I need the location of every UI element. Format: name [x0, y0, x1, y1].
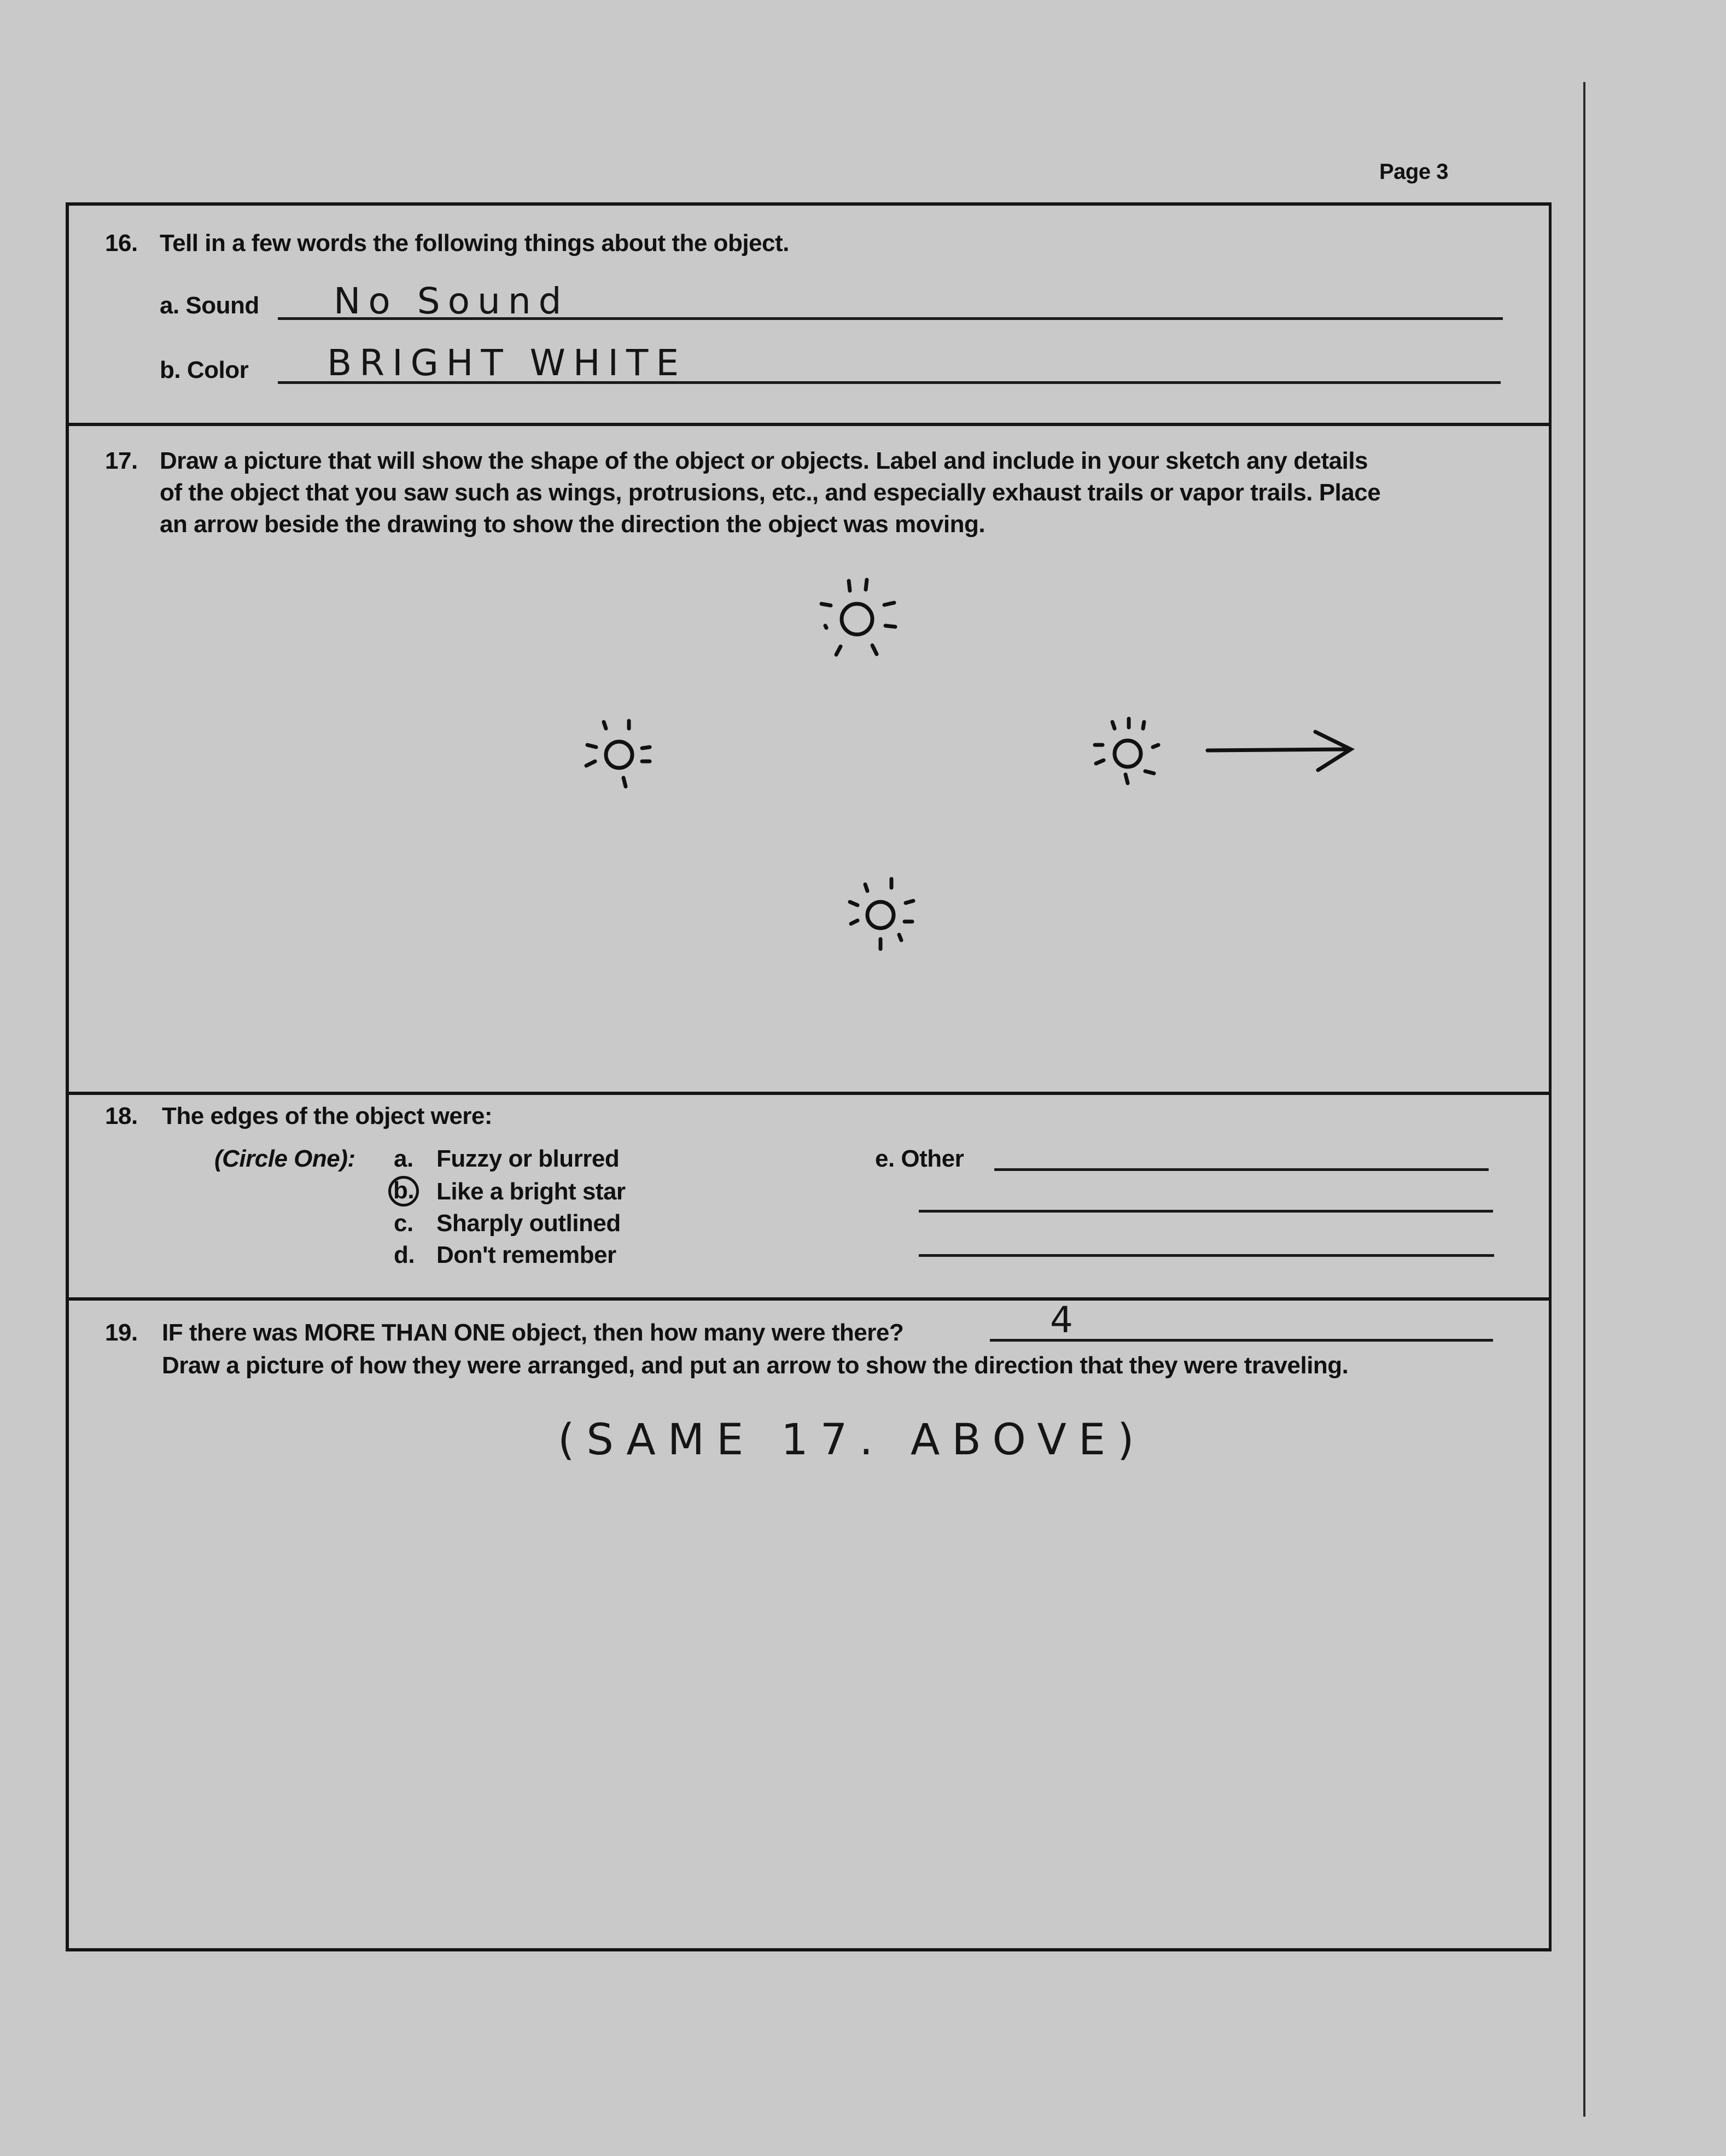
color-field[interactable]: BRIGHT WHITE	[327, 342, 687, 384]
q19-number: 19.	[105, 1319, 138, 1346]
sound-field[interactable]: No Sound	[334, 280, 569, 322]
count-field[interactable]: 4	[1050, 1299, 1081, 1341]
divider-16-17	[66, 423, 1549, 426]
other-line-1	[994, 1168, 1489, 1171]
q17-prompt-line-1: Draw a picture that will show the shape of the object or objects. Label and include in your sketch any details	[160, 447, 1368, 474]
q18-prompt: The edges of the object were:	[162, 1103, 493, 1129]
divider-18-19	[66, 1297, 1551, 1301]
option-a-letter[interactable]: a.	[394, 1145, 413, 1172]
direction-arrow-icon	[1203, 722, 1362, 777]
option-d-label[interactable]: Don't remember	[436, 1242, 616, 1268]
page-number: Page 3	[1379, 160, 1448, 184]
selected-circle: b.	[388, 1176, 419, 1207]
q17-prompt-line-3: an arrow beside the drawing to show the direction the object was moving.	[160, 511, 986, 538]
q17-number: 17.	[105, 447, 138, 474]
object-sketch-left	[564, 706, 674, 804]
option-d-letter[interactable]: d.	[394, 1242, 415, 1268]
q17-prompt-line-2: of the object that you saw such as wings, protrusions, etc., and especially exhaust trails or vapor trails. Place	[160, 479, 1381, 506]
divider-17-18	[66, 1092, 1551, 1095]
q19-prompt-line-2: Draw a picture of how they were arranged, and put an arrow to show the direction that they were traveling.	[162, 1352, 1349, 1379]
option-c-label[interactable]: Sharply outlined	[436, 1210, 621, 1237]
option-a-label[interactable]: Fuzzy or blurred	[436, 1145, 620, 1172]
other-line-2	[919, 1210, 1493, 1213]
other-field[interactable]	[994, 1143, 1486, 1167]
q18-number: 18.	[105, 1103, 138, 1129]
q19-prompt-line-1: IF there was MORE THAN ONE object, then how many were there?	[162, 1319, 904, 1346]
page-edge-line	[1583, 82, 1585, 2117]
other-label: e. Other	[875, 1145, 964, 1172]
q16-number: 16.	[105, 230, 138, 257]
object-sketch-top	[797, 564, 917, 674]
q16-prompt: Tell in a few words the following things about the object.	[160, 230, 789, 257]
option-b-letter-circled[interactable]	[394, 1176, 419, 1207]
color-label: b. Color	[160, 357, 249, 383]
option-c-letter[interactable]: c.	[394, 1210, 413, 1237]
object-sketch-bottom	[826, 867, 935, 965]
other-line-3	[919, 1254, 1494, 1257]
object-sketch-right	[1073, 706, 1182, 804]
sound-label: a. Sound	[160, 292, 259, 319]
q19-answer[interactable]: (SAME 17. ABOVE)	[558, 1415, 1146, 1465]
circle-one-instruction: (Circle One):	[214, 1145, 355, 1172]
option-b-label[interactable]: Like a bright star	[436, 1178, 626, 1205]
